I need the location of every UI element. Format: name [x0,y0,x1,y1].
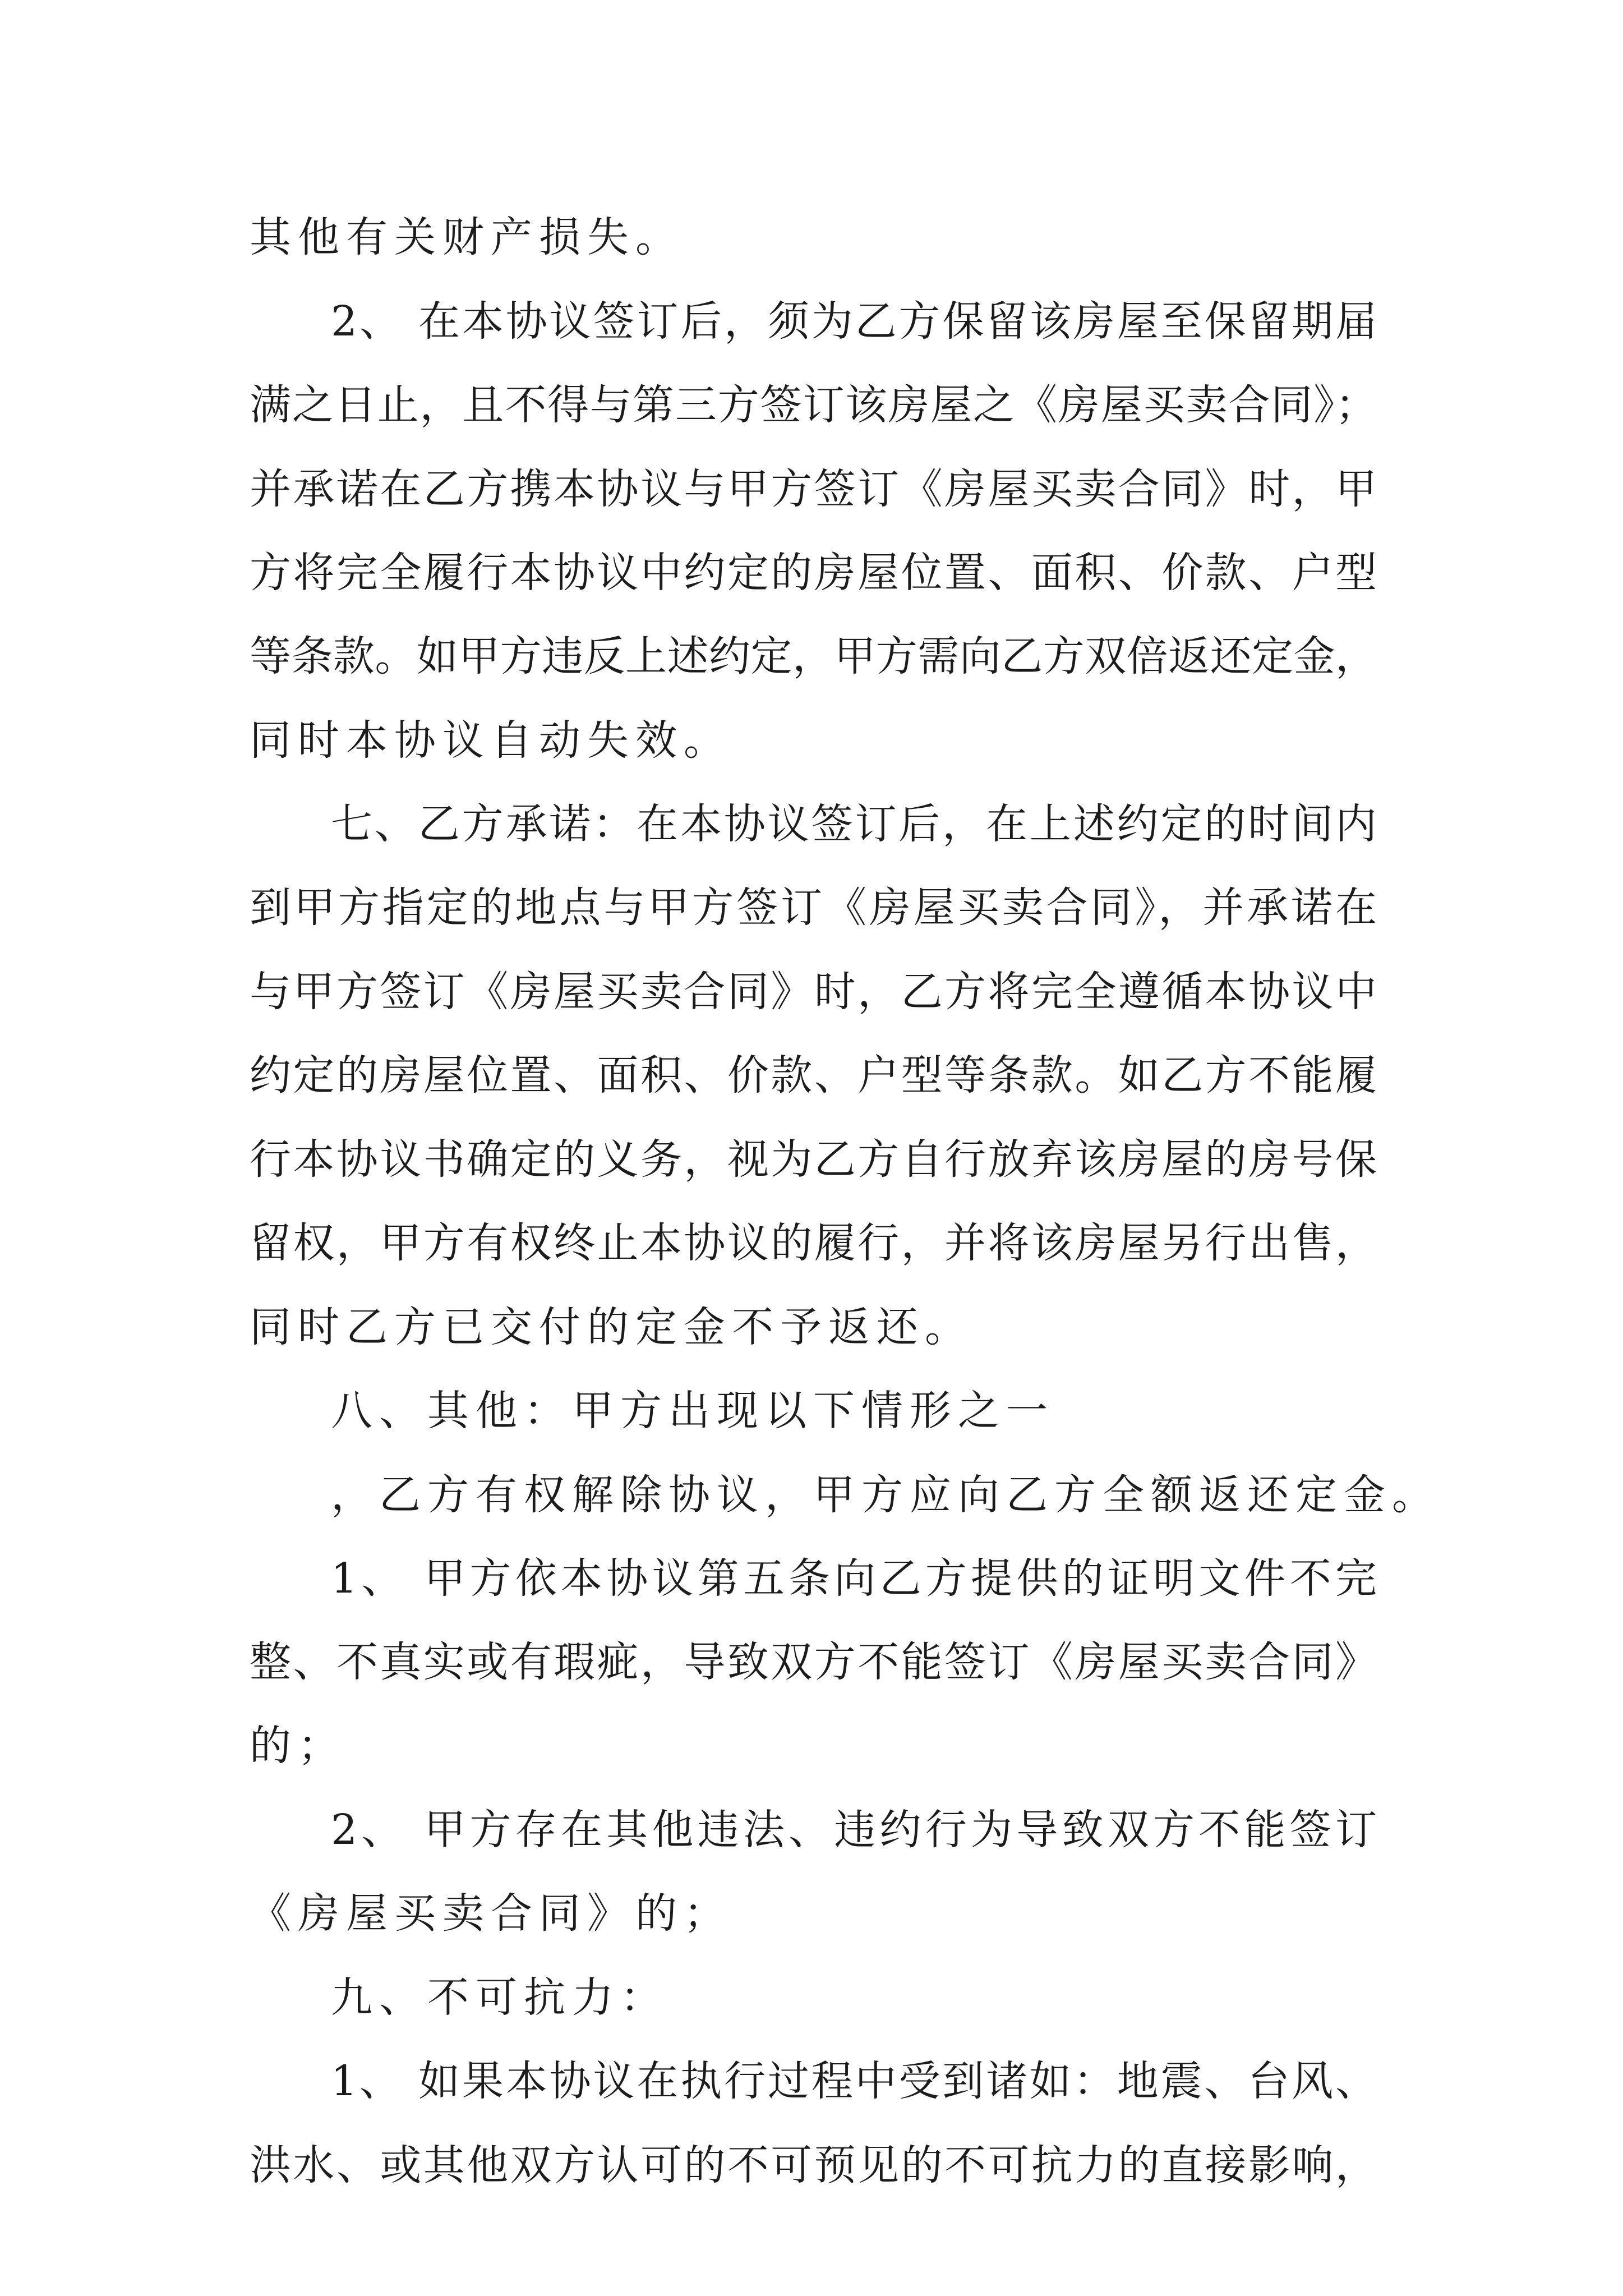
text-line: 九、不可抗力： [331,1973,668,2022]
text-line: 并承诺在乙方携本协议与甲方签订《房屋买卖合同》时，甲 [250,465,1377,513]
text-line: 洪水、或其他双方认可的不可预见的不可抗力的直接影响， [250,2141,1377,2189]
text-line: 2、 甲方存在其他违法、违约行为导致双方不能签订 [331,1806,1377,1854]
text-line: 等条款。如甲方违反上述约定，甲方需向乙方双倍返还定金， [250,632,1377,680]
text-line: 1、 如果本协议在执行过程中受到诸如：地震、台风、 [331,2057,1377,2105]
text-line: 到甲方指定的地点与甲方签订《房屋买卖合同》，并承诺在 [250,884,1377,932]
text-line: 整、不真实或有瑕疵，导致双方不能签订《房屋买卖合同》 [250,1638,1377,1686]
text-line: 2、 在本协议签订后，须为乙方保留该房屋至保留期届 [331,297,1377,346]
text-line: ，乙方有权解除协议，甲方应向乙方全额返还定金。 [331,1471,1440,1519]
text-line: 行本协议书确定的义务，视为乙方自行放弃该房屋的房号保 [250,1135,1377,1184]
text-line: 约定的房屋位置、面积、价款、户型等条款。如乙方不能履 [250,1051,1377,1099]
text-line: 其他有关财产损失。 [250,213,684,261]
text-line: 同时本协议自动失效。 [250,716,732,765]
text-line: 七、乙方承诺：在本协议签订后，在上述约定的时间内 [331,800,1377,848]
text-line: 与甲方签订《房屋买卖合同》时，乙方将完全遵循本协议中 [250,968,1377,1016]
text-line: 1、 甲方依本协议第五条向乙方提供的证明文件不完 [331,1554,1377,1603]
text-line: 的； [250,1722,346,1770]
text-line: 留权，甲方有权终止本协议的履行，并将该房屋另行出售， [250,1219,1377,1267]
text-line: 八、其他：甲方出现以下情形之一 [331,1387,1054,1435]
text-line: 同时乙方已交付的定金不予返还。 [250,1303,973,1351]
text-line: 满之日止，且不得与第三方签订该房屋之《房屋买卖合同》； [250,381,1377,429]
text-line: 方将完全履行本协议中约定的房屋位置、面积、价款、户型 [250,549,1377,597]
text-line: 《房屋买卖合同》的； [250,1889,732,1938]
